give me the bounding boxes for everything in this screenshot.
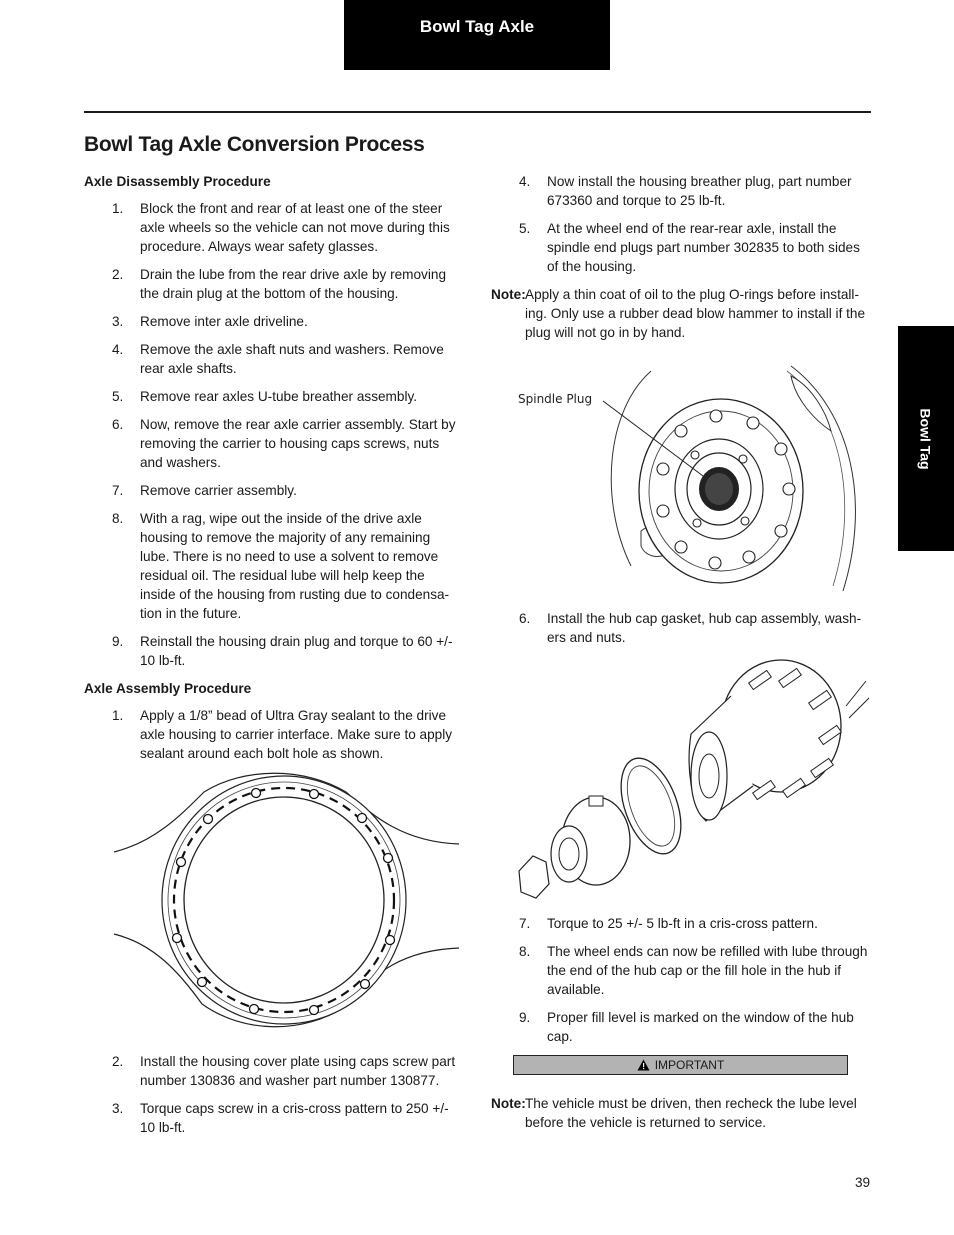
step-text: Torque to 25 +/- 5 lb-ft in a cris-cross pattern.	[547, 916, 818, 931]
step-item	[84, 340, 462, 378]
step-text: Proper fill level is marked on the window of the hub cap.	[547, 1010, 854, 1044]
step-item	[491, 942, 871, 999]
step-number: 2.	[112, 1054, 124, 1069]
step-text: At the wheel end of the rear-rear axle, install the spindle end plugs part number 302835 to both sides of the housing.	[547, 221, 860, 274]
right-list-b	[491, 609, 871, 647]
note-drive-text: The vehicle must be driven, then recheck the lube level before the vehicle is returned to service.	[525, 1096, 857, 1130]
step-item	[84, 199, 462, 256]
step-text: Apply a 1/8” bead of Ultra Gray sealant to the drive axle housing to carrier interface. Make sure to apply sealant around each bolt hole as shown.	[140, 708, 453, 761]
step-text: With a rag, wipe out the inside of the drive axle housing to remove the majority of any remaining lube. There is no need to use a solvent to remove residual oil. The residual lube will help keep the inside of the housing from rusting due to condensa-tion in the future.	[140, 511, 450, 621]
spindle-plug-figure	[491, 351, 871, 609]
step-item	[491, 1008, 871, 1046]
step-text: Install the housing cover plate using caps screw part number 130836 and washer part number 130877.	[140, 1054, 456, 1088]
step-text: Reinstall the housing drain plug and torque to 60 +/- 10 lb-ft.	[140, 634, 453, 668]
step-number: 4.	[112, 342, 124, 357]
side-tab-label: Bowl Tag	[918, 407, 934, 470]
step-item	[491, 219, 871, 276]
step-number: 9.	[519, 1010, 531, 1025]
note-oring	[491, 285, 871, 342]
step-item	[84, 509, 462, 623]
step-text: Now install the housing breather plug, part number 673360 and torque to 25 lb-ft.	[547, 174, 852, 208]
step-item	[84, 265, 462, 303]
step-item	[84, 1099, 462, 1137]
step-item	[84, 481, 462, 500]
step-text: The wheel ends can now be refilled with lube through the end of the hub cap or the fill hole in the hub if available.	[547, 944, 868, 997]
step-number: 8.	[112, 511, 124, 526]
note-label: Note:	[491, 287, 526, 302]
spindle-plug-label: Spindle Plug	[518, 392, 593, 406]
step-number: 1.	[112, 708, 124, 723]
left-column	[84, 172, 462, 1146]
step-item	[84, 387, 462, 406]
step-item	[84, 706, 462, 763]
step-text: Block the front and rear of at least one of the steer axle wheels so the vehicle can not move during this procedure. Always wear safety glasses.	[140, 201, 450, 254]
assembly-list-b	[84, 1052, 462, 1137]
step-text: Install the hub cap gasket, hub cap assembly, wash-ers and nuts.	[547, 611, 862, 645]
note-label: Note:	[491, 1096, 526, 1111]
warning-icon	[637, 1059, 650, 1071]
step-number: 6.	[519, 611, 531, 626]
step-item	[491, 609, 871, 647]
step-number: 7.	[112, 483, 124, 498]
header-tab-label: Bowl Tag Axle	[419, 17, 535, 36]
step-text: Remove inter axle driveline.	[140, 314, 308, 329]
important-label: IMPORTANT	[654, 1057, 725, 1072]
important-banner	[513, 1055, 848, 1075]
step-item	[84, 415, 462, 472]
step-number: 5.	[519, 221, 531, 236]
side-tab	[898, 326, 954, 551]
step-number: 1.	[112, 201, 124, 216]
step-number: 7.	[519, 916, 531, 931]
step-text: Now, remove the rear axle carrier assembly. Start by removing the carrier to housing caps screws, nuts and washers.	[140, 417, 456, 470]
right-column	[491, 172, 871, 1141]
assembly-heading: Axle Assembly Procedure	[84, 681, 252, 696]
step-item	[84, 312, 462, 331]
assembly-list-a	[84, 706, 462, 763]
step-item	[491, 914, 871, 933]
step-text: Torque caps screw in a cris-cross pattern to 250 +/- 10 lb-ft.	[140, 1101, 449, 1135]
step-text: Drain the lube from the rear drive axle by removing the drain plug at the bottom of the housing.	[140, 267, 446, 301]
header-tab	[344, 0, 610, 70]
step-number: 3.	[112, 314, 124, 329]
step-text: Remove the axle shaft nuts and washers. Remove rear axle shafts.	[140, 342, 444, 376]
right-list-c	[491, 914, 871, 1046]
step-number: 2.	[112, 267, 124, 282]
step-number: 6.	[112, 417, 124, 432]
step-number: 3.	[112, 1101, 124, 1116]
step-text: Remove rear axles U-tube breather assembly.	[140, 389, 418, 404]
note-drive	[491, 1094, 871, 1132]
housing-sealant-figure	[84, 772, 462, 1052]
step-item	[84, 632, 462, 670]
step-item	[84, 1052, 462, 1090]
note-oring-text: Apply a thin coat of oil to the plug O-rings before install-ing. Only use a rubber dead blow hammer to install if the plug will not go in by hand.	[525, 287, 866, 340]
step-number: 9.	[112, 634, 124, 649]
step-number: 4.	[519, 174, 531, 189]
page-number: 39	[855, 1175, 871, 1190]
step-text: Remove carrier assembly.	[140, 483, 297, 498]
step-item	[491, 172, 871, 210]
header-rule	[84, 111, 871, 113]
disassembly-list	[84, 199, 462, 670]
step-number: 8.	[519, 944, 531, 959]
disassembly-heading: Axle Disassembly Procedure	[84, 174, 271, 189]
hub-cap-exploded-figure	[491, 656, 871, 914]
page-title: Bowl Tag Axle Conversion Process	[84, 133, 425, 156]
right-list-a	[491, 172, 871, 276]
step-number: 5.	[112, 389, 124, 404]
